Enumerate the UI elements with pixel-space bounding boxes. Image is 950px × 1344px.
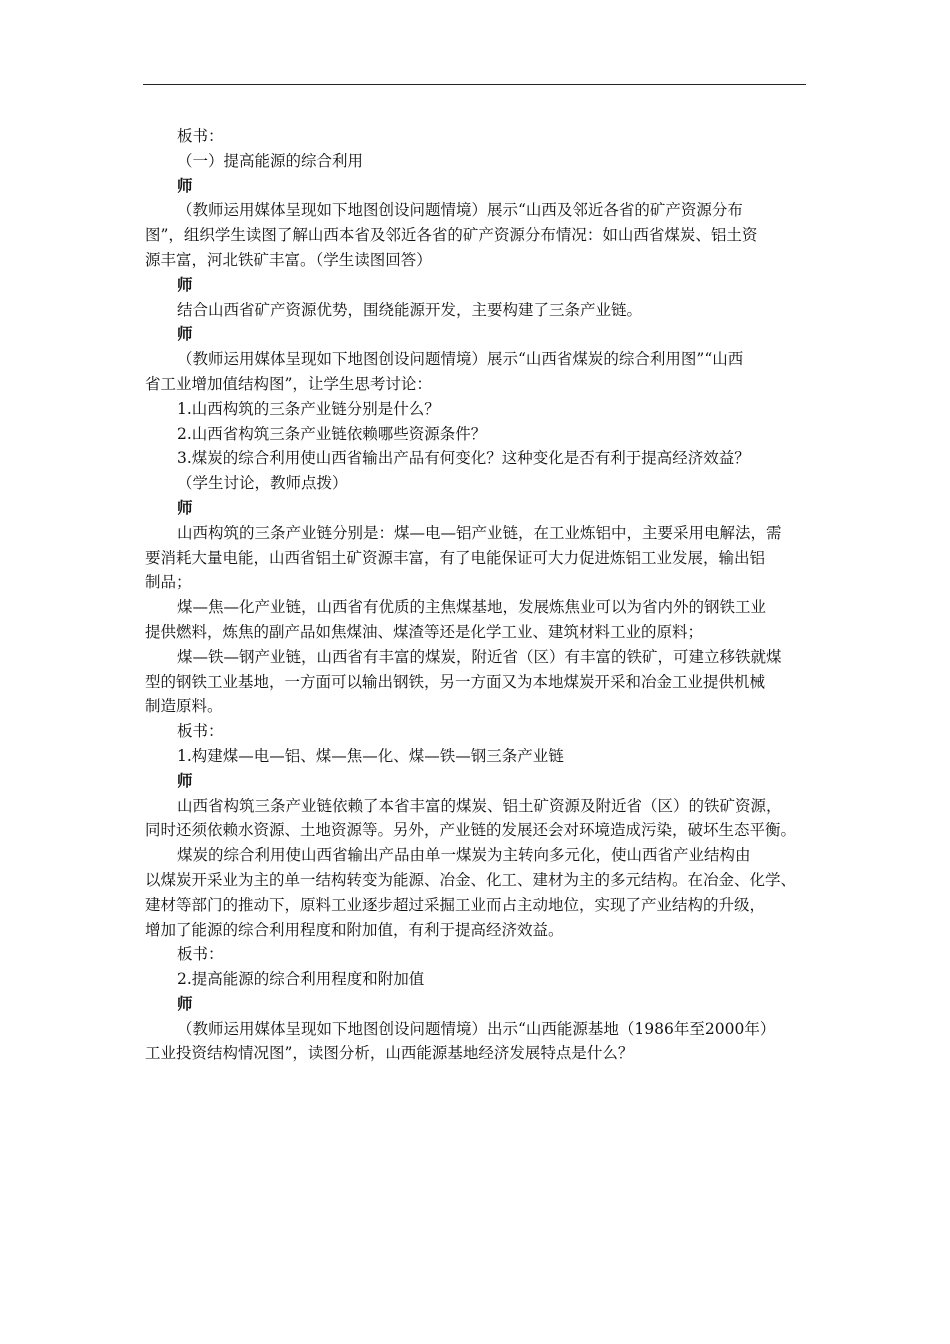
paragraph xyxy=(145,843,807,942)
paragraph-line: 图”，组织学生读图了解山西本省及邻近各省的矿产资源分布情况：如山西省煤炭、铝土资 xyxy=(145,226,758,245)
speaker-label: 师 xyxy=(177,274,193,294)
speaker-label: 师 xyxy=(177,993,193,1013)
paragraph-line: 提供燃料，炼焦的副产品如焦煤油、煤渣等还是化学工业、建筑材料工业的原料； xyxy=(145,622,704,641)
paragraph-line: 山西构筑的三条产业链分别是：煤—电—铝产业链，在工业炼铝中，主要采用电解法，需 xyxy=(177,523,782,542)
paragraph-line: 型的钢铁工业基地，一方面可以输出钢铁，另一方面又为本地煤炭开采和冶金工业提供机械 xyxy=(145,672,766,691)
paragraph-line: 省工业增加值结构图”，让学生思考讨论： xyxy=(145,374,432,393)
speaker-label: 师 xyxy=(177,497,193,517)
paragraph-line: 以煤炭开采业为主的单一结构转变为能源、冶金、化工、建材为主的多元结构。在冶金、化学、 xyxy=(145,870,797,889)
paragraph xyxy=(145,198,807,272)
paragraph-line: 煤—焦—化产业链，山西省有优质的主焦煤基地，发展炼焦业可以为省内外的钢铁工业 xyxy=(177,598,767,617)
text-line: 3.煤炭的综合利用使山西省输出产品有何变化？这种变化是否有利于提高经济效益？ xyxy=(177,449,750,468)
text-line: 2.山西省构筑三条产业链依赖哪些资源条件？ xyxy=(177,424,487,443)
speaker-label: 师 xyxy=(177,175,193,195)
paragraph xyxy=(145,645,807,719)
paragraph-line: （教师运用媒体呈现如下地图创设问题情境）展示“山西及邻近各省的矿产资源分布 xyxy=(177,201,743,220)
paragraph-line: 要消耗大量电能，山西省铝土矿资源丰富，有了电能保证可大力促进炼铝工业发展，输出铝 xyxy=(145,548,766,567)
paragraph-line: 工业投资结构情况图”，读图分析，山西能源基地经济发展特点是什么？ xyxy=(145,1044,634,1063)
speaker-label: 师 xyxy=(177,770,193,790)
text-line: 板书： xyxy=(177,722,224,741)
paragraph xyxy=(145,347,807,397)
paragraph-line: （教师运用媒体呈现如下地图创设问题情境）出示“山西能源基地（1986年至2000年） xyxy=(177,1019,776,1038)
text-line: （一）提高能源的综合利用 xyxy=(177,151,364,170)
paragraph-line: 山西省构筑三条产业链依赖了本省丰富的煤炭、铝土矿资源及附近省（区）的铁矿资源， xyxy=(177,796,782,815)
paragraph-line: 煤炭的综合利用使山西省输出产品由单一煤炭为主转向多元化，使山西省产业结构由 xyxy=(177,846,751,865)
text-line: 1.山西构筑的三条产业链分别是什么？ xyxy=(177,399,440,418)
paragraph-line: 制造原料。 xyxy=(145,697,223,716)
paragraph xyxy=(145,595,807,645)
paragraph-line: （教师运用媒体呈现如下地图创设问题情境）展示“山西省煤炭的综合利用图”“山西 xyxy=(177,350,744,369)
document-body xyxy=(145,124,807,1066)
text-line: 结合山西省矿产资源优势，围绕能源开发，主要构建了三条产业链。 xyxy=(177,300,643,319)
header-rule xyxy=(143,84,806,85)
paragraph xyxy=(145,794,807,844)
paragraph-line: 煤—铁—钢产业链，山西省有丰富的煤炭，附近省（区）有丰富的铁矿，可建立移铁就煤 xyxy=(177,647,782,666)
paragraph-line: 建材等部门的推动下，原料工业逐步超过采掘工业而占主动地位，实现了产业结构的升级， xyxy=(145,895,766,914)
paragraph-line: 制品； xyxy=(145,573,192,592)
speaker-label: 师 xyxy=(177,324,193,344)
text-line: 1.构建煤—电—铝、煤—焦—化、煤—铁—钢三条产业链 xyxy=(177,746,564,765)
paragraph-line: 增加了能源的综合利用程度和附加值，有利于提高经济效益。 xyxy=(145,920,564,939)
paragraph-line: 同时还须依赖水资源、土地资源等。另外，产业链的发展还会对环境造成污染，破坏生态平衡。 xyxy=(145,821,797,840)
paragraph xyxy=(145,521,807,595)
text-line: 2.提高能源的综合利用程度和附加值 xyxy=(177,970,425,989)
paragraph-line: 源丰富，河北铁矿丰富。（学生读图回答） xyxy=(145,250,432,269)
text-line: （学生讨论，教师点拨） xyxy=(177,474,348,493)
text-line: 板书： xyxy=(177,945,224,964)
paragraph xyxy=(145,1017,807,1067)
text-line: 板书： xyxy=(177,127,224,145)
